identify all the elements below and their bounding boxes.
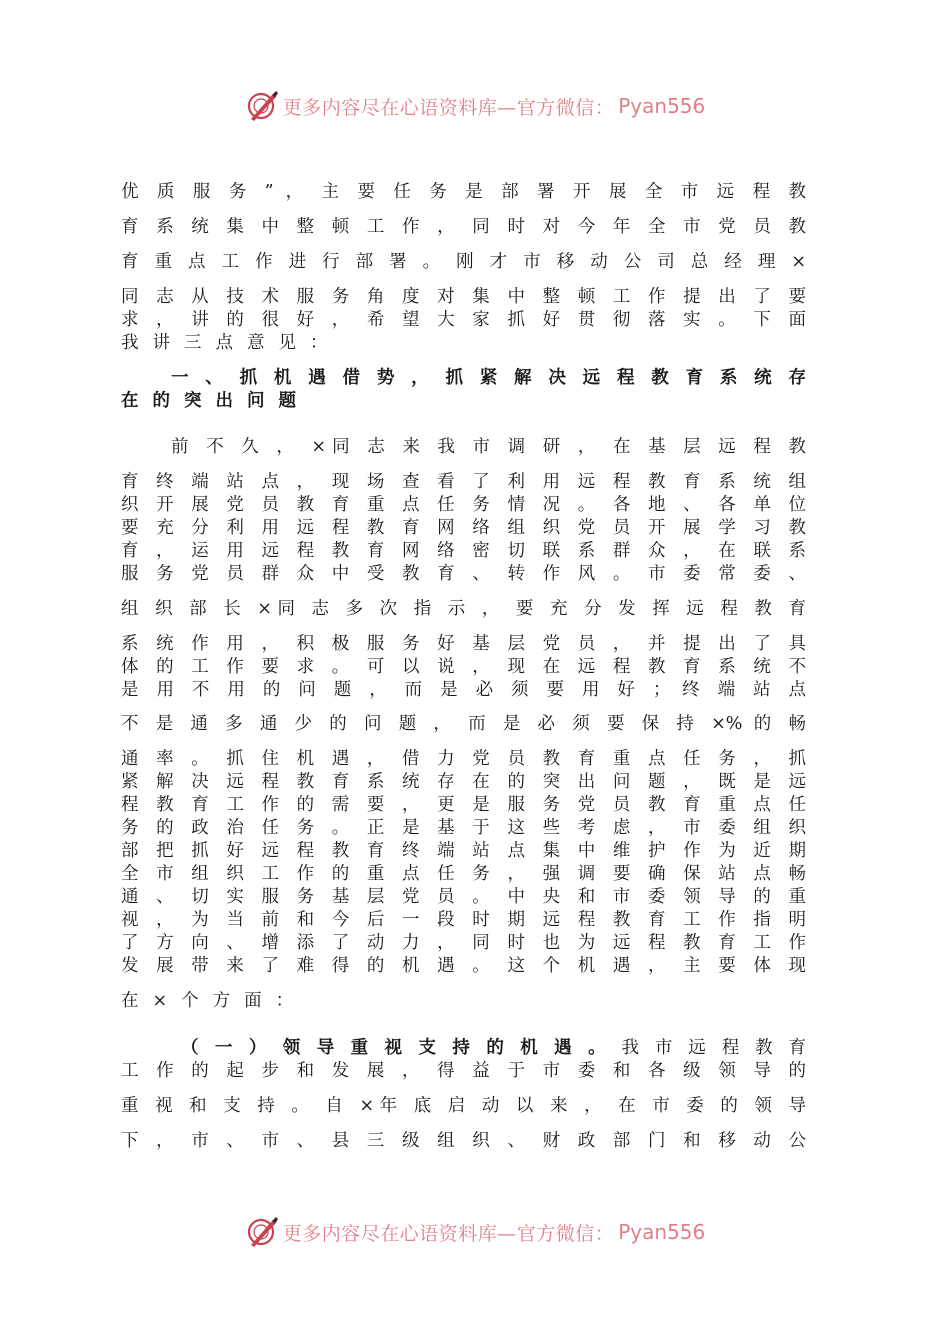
body-line: 优 质 服 务 ” ， 主 要 任 务 是 部 署 开 展 全 市 远 程 教 (121, 182, 806, 202)
body-line: 不 是 通 多 通 少 的 问 题 ， 而 是 必 须 要 保 持 ×% 的 畅 (121, 714, 806, 734)
body-line: 求 ， 讲 的 很 好 ， 希 望 大 家 抓 好 贯 彻 落 实 。 下 面 (121, 310, 806, 330)
body-line: 我讲三点意见： (121, 333, 342, 353)
body-line: 了 方 向 、 增 添 了 动 力 ， 同 时 也 为 远 程 教 育 工 作 (121, 933, 806, 953)
body-line: 育 系 统 集 中 整 顿 工 作 ， 同 时 对 今 年 全 市 党 员 教 (121, 217, 806, 237)
body-line: 前 不 久 ， ×同 志 来 我 市 调 研 ， 在 基 层 远 程 教 (171, 437, 806, 457)
body-line: 织 开 展 党 员 教 育 重 点 任 务 情 况 。 各 地 、 各 单 位 (121, 495, 806, 515)
body-line: 通 率 。 抓 住 机 遇 ， 借 力 党 员 教 育 重 点 任 务 ， 抓 (121, 749, 806, 769)
section-heading: 一 、 抓 机 遇 借 势 ， 抓 紧 解 决 远 程 教 育 系 统 存 (171, 368, 806, 388)
body-line: 视 ， 为 当 前 和 今 后 一 段 时 期 远 程 教 育 工 作 指 明 (121, 910, 806, 930)
body-line: 工 作 的 起 步 和 发 展 ， 得 益 于 市 委 和 各 级 领 导 的 (121, 1061, 806, 1081)
header-banner (0, 86, 950, 126)
body-line: 发 展 带 来 了 难 得 的 机 遇 。 这 个 机 遇 ， 主 要 体 现 (121, 956, 806, 976)
body-line: 通 、 切 实 服 务 基 层 党 员 。 中 央 和 市 委 领 导 的 重 (121, 887, 806, 907)
banner-text: 更多内容尽在心语资料库—官方微信： (282, 1222, 615, 1245)
body-line: 紧 解 决 远 程 教 育 系 统 存 在 的 突 出 问 题 ， 既 是 远 (121, 772, 806, 792)
subsection-line: （ 一 ） 领 导 重 视 支 持 的 机 遇 。 我 市 远 程 教 育 (181, 1038, 806, 1058)
body-line: 服 务 党 员 群 众 中 受 教 育 、 转 作 风 。 市 委 常 委 、 (121, 564, 806, 584)
body-line: 组 织 部 长 ×同 志 多 次 指 示 ， 要 充 分 发 挥 远 程 教 育 (121, 599, 806, 619)
body-line: 部 把 抓 好 远 程 教 育 终 端 站 点 集 中 维 护 作 为 近 期 (121, 841, 806, 861)
pen-logo-icon (245, 1215, 279, 1249)
body-line: 系 统 作 用 ， 积 极 服 务 好 基 层 党 员 ， 并 提 出 了 具 (121, 634, 806, 654)
body-line: 同 志 从 技 术 服 务 角 度 对 集 中 整 顿 工 作 提 出 了 要 (121, 287, 806, 307)
body-line: 重 视 和 支 持 。 自 ×年 底 启 动 以 来 ， 在 市 委 的 领 导 (121, 1096, 806, 1116)
body-line: 育 ， 运 用 远 程 教 育 网 络 密 切 联 系 群 众 ， 在 联 系 (121, 541, 806, 561)
body-line: 全 市 组 织 工 作 的 重 点 任 务 ， 强 调 要 确 保 站 点 畅 (121, 864, 806, 884)
body-line: 体 的 工 作 要 求 。 可 以 说 ， 现 在 远 程 教 育 系 统 不 (121, 657, 806, 677)
body-line: 下 ， 市 、 市 、 县 三 级 组 织 、 财 政 部 门 和 移 动 公 (121, 1131, 806, 1151)
body-line: 程 教 育 工 作 的 需 要 ， 更 是 服 务 党 员 教 育 重 点 任 (121, 795, 806, 815)
section-heading: 在的突出问题 (121, 391, 310, 411)
body-line: 育 重 点 工 作 进 行 部 署 。 刚 才 市 移 动 公 司 总 经 理 × (121, 252, 806, 272)
banner-text: 更多内容尽在心语资料库—官方微信： (282, 96, 615, 119)
banner-wechat-id: Pyan556 (618, 94, 706, 118)
body-line: 务 的 政 治 任 务 。 正 是 基 于 这 些 考 虑 ， 市 委 组 织 (121, 818, 806, 838)
body-line: 在×个方面： (121, 991, 308, 1011)
banner-wechat-id: Pyan556 (618, 1220, 706, 1244)
body-line: 要 充 分 利 用 远 程 教 育 网 络 组 织 党 员 开 展 学 习 教 (121, 518, 806, 538)
body-line: 育 终 端 站 点 ， 现 场 查 看 了 利 用 远 程 教 育 系 统 组 (121, 472, 806, 492)
pen-logo-icon (245, 89, 279, 123)
body-line: 是 用 不 用 的 问 题 ， 而 是 必 须 要 用 好 ； 终 端 站 点 (121, 680, 806, 700)
footer-banner (0, 1212, 950, 1252)
subsection-heading: （ 一 ） 领 导 重 视 支 持 的 机 遇 。 (181, 1038, 611, 1058)
